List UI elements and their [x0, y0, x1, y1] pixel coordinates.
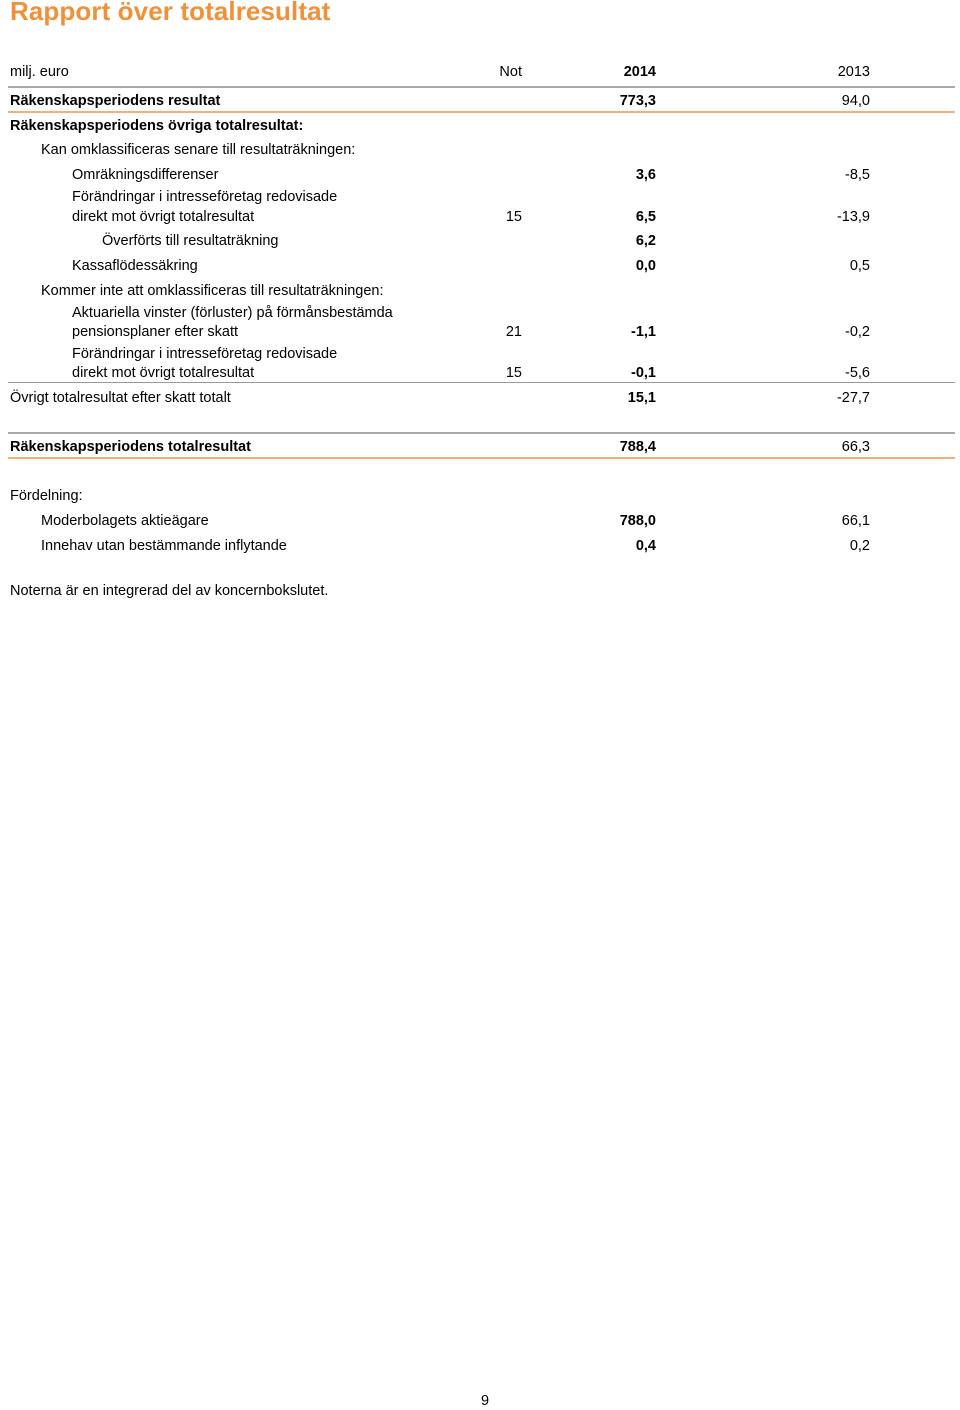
distribution-item-label: Innehav utan bestämmande inflytande: [41, 538, 287, 554]
total-bottom-rule: [8, 457, 955, 459]
row-value-2013: -13,9: [836, 209, 870, 225]
row-value-2014: 15,1: [627, 390, 656, 406]
row-value-2014: 788,4: [619, 439, 656, 455]
row-value-2014: -1,1: [631, 324, 656, 340]
row-label-associates2-line1: Förändringar i intresseföretag redovisade: [72, 346, 338, 362]
row-label-cash-flow-hedge: Kassaflödessäkring: [72, 258, 198, 274]
row-rule: [8, 382, 955, 383]
row-label-associates-line1: Förändringar i intresseföretag redovisade: [72, 189, 338, 205]
row-value-2013: 66,3: [841, 439, 870, 455]
distribution-item-value-2013: 0,2: [849, 538, 870, 554]
row-value-2014: 3,6: [635, 167, 656, 183]
col-header-2014: 2014: [623, 64, 656, 80]
row-note: 15: [505, 209, 522, 225]
col-header-not: Not: [499, 64, 522, 80]
distribution-item-label: Moderbolagets aktieägare: [41, 513, 209, 529]
row-value-2013: 94,0: [841, 93, 870, 109]
row-value-2014: -0,1: [631, 365, 656, 381]
distribution-item-value-2014: 788,0: [619, 513, 656, 529]
row-value-2013: -27,7: [836, 390, 870, 406]
row-label-associates2-line2: direkt mot övrigt totalresultat: [72, 365, 255, 381]
row-label-other-total: Övrigt totalresultat efter skatt totalt: [10, 390, 231, 406]
row-label-reclassifiable: Kan omklassificeras senare till resultaträkningen:: [41, 142, 356, 158]
row-value-2014: 6,5: [635, 209, 656, 225]
col-header-2013: 2013: [837, 64, 870, 80]
row-label-not-reclassifiable: Kommer inte att omklassificeras till resultaträkningen:: [41, 283, 384, 299]
footnote: Noterna är en integrerad del av koncernbokslutet.: [10, 583, 329, 599]
unit-label: milj. euro: [10, 64, 69, 80]
row-label-period-result: Räkenskapsperiodens resultat: [10, 93, 221, 109]
row-value-2014: 6,2: [635, 233, 656, 249]
row-value-2013: -0,2: [845, 324, 870, 340]
row-note: 15: [505, 365, 522, 381]
distribution-item-value-2014: 0,4: [635, 538, 656, 554]
row-value-2013: -8,5: [845, 167, 870, 183]
row-label-other-comprehensive: Räkenskapsperiodens övriga totalresultat:: [10, 118, 304, 134]
row-note: 21: [505, 324, 522, 340]
row-label-associates-line2: direkt mot övrigt totalresultat: [72, 209, 255, 225]
row-label-actuarial-line2: pensionsplaner efter skatt: [72, 324, 239, 340]
distribution-label: Fördelning:: [10, 488, 83, 504]
row-value-2014: 0,0: [635, 258, 656, 274]
row-label-translation-differences: Omräkningsdifferenser: [72, 167, 219, 183]
header-rule: [8, 86, 955, 88]
total-top-rule: [8, 432, 955, 434]
page-number: 9: [480, 1393, 490, 1409]
row-value-2014: 773,3: [619, 93, 656, 109]
row-value-2013: 0,5: [849, 258, 870, 274]
row-label-actuarial-line1: Aktuariella vinster (förluster) på förmånsbestämda: [72, 305, 393, 321]
row-rule: [8, 111, 955, 113]
page-title: Rapport över totalresultat: [10, 0, 331, 26]
row-label-transferred: Överförts till resultaträkning: [102, 233, 279, 249]
row-value-2013: -5,6: [845, 365, 870, 381]
row-label-total-comprehensive: Räkenskapsperiodens totalresultat: [10, 439, 251, 455]
distribution-item-value-2013: 66,1: [841, 513, 870, 529]
